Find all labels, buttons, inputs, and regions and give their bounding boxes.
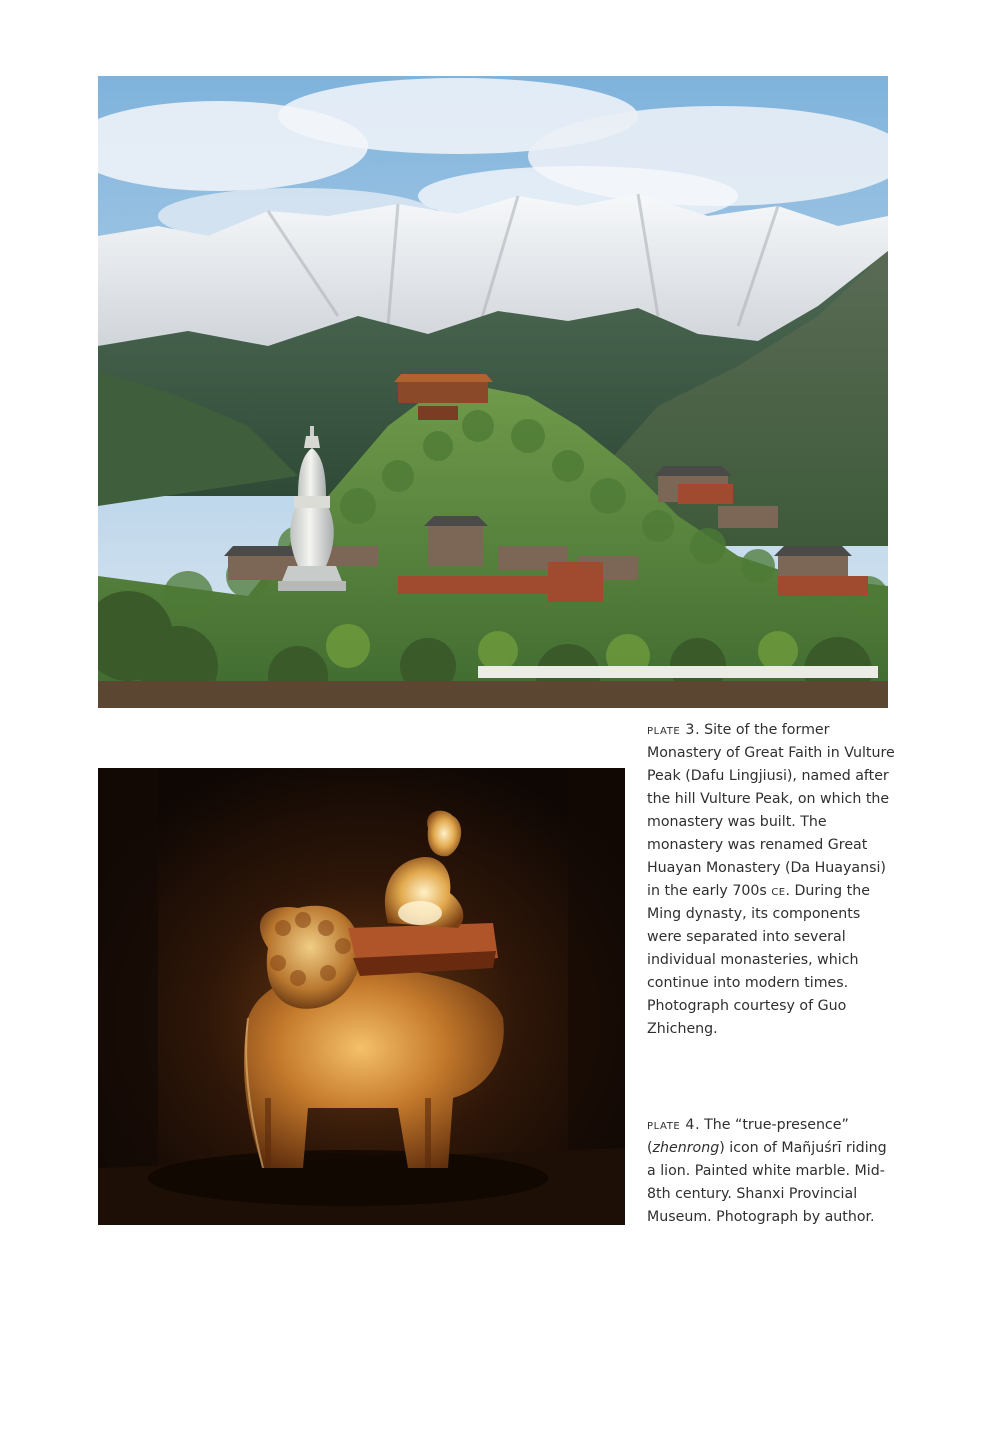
plate-4-caption-intro: . The “true-presence” ( [647, 1117, 849, 1156]
plate-3-era: ce [771, 883, 786, 899]
plate-4-sculpture-image [98, 768, 625, 1225]
plate-3-caption-tail: . During the Ming dynasty, its components were separated into several individual monasteries, which continue into modern times. Photograph courtesy of Guo Zhicheng. [647, 883, 870, 1037]
plate-4-label: plate 4 [647, 1117, 696, 1133]
plate-3-caption-text: . Site of the former Monastery of Great Faith in Vulture Peak (Dafu Lingjiusi), named after the hill Vulture Peak, on which the monastery was built. The monastery was renamed Great Huayan Monastery (Da Huayansi) in the early 700s [647, 722, 895, 899]
plate-3-caption [647, 719, 897, 1041]
plate-4-caption-rest: ) icon of Mañjuśrī riding a lion. Painted white marble. Mid-8th century. Shanxi Provincial Museum. Photograph by author. [647, 1140, 887, 1225]
plate-4-caption [647, 1114, 897, 1229]
plate-3-photo [98, 76, 888, 708]
plate-4-photo [98, 768, 625, 1225]
plate-4-term: zhenrong [652, 1140, 720, 1156]
plate-3-label: plate 3 [647, 722, 696, 738]
plate-3-landscape-image [98, 76, 888, 708]
